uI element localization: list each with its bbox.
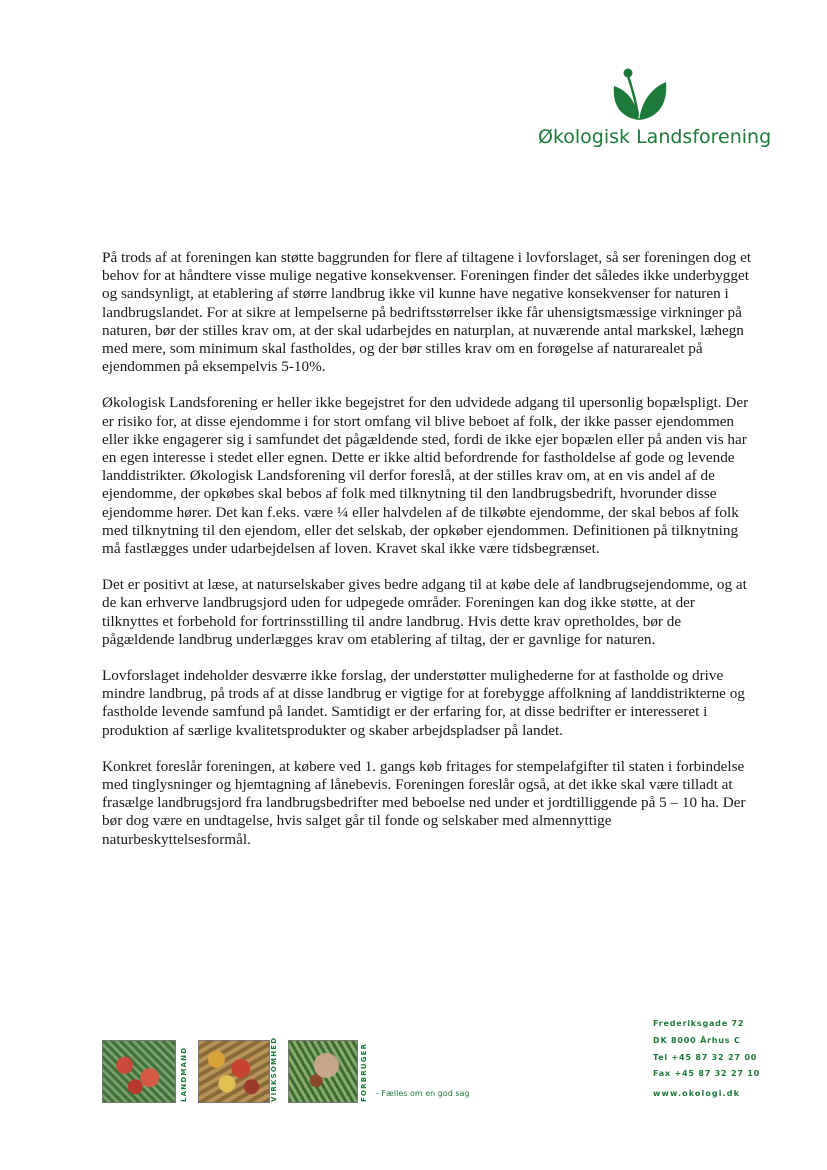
footer-label-forbruger: FORBRUGER xyxy=(360,1042,368,1102)
address-city: DK 8000 Århus C xyxy=(653,1035,741,1045)
website-link[interactable]: www.okologi.dk xyxy=(653,1089,740,1098)
footer-slogan: - Fælles om en god sag xyxy=(376,1089,470,1098)
body-paragraph: Det er positivt at læse, at naturselskaber gives bedre adgang til at købe dele af landbrugsejendomme, og at de kan erhverve landbrugsjord uden for udpegede områder. Foreningen kan dog ikke støtte, at der tilknyttes et forbehold for fortrinsstilling til andre landbrug. Hvis dette krav opretholdes, bør de pågældende landbrug underlægges krav om etablering af tiltag, der er gavnlige for naturen. xyxy=(102,576,747,648)
farmer-photo xyxy=(102,1040,176,1103)
contact-address xyxy=(653,1016,760,1083)
address-street: Frederiksgade 72 xyxy=(653,1019,745,1028)
body-paragraph: På trods af at foreningen kan støtte baggrunden for flere af tiltagene i lovforslaget, så ser foreningen dog et behov for at håndtere visse mulige negative konsekvenser. Foreningen finder det således ikke underbygget og sandsynligt, at etablering af større landbrug ikke vil kunne have negative konsekvenser for naturen i landbrugslandet. For at sikre at lempelserne på bedriftsstørrelser ikke får uhensigtsmæssige virkninger på naturen, bør der stilles krav om, at der skal udarbejdes en naturplan, at nuværende antal markskel, læhegn med mere, som minimum skal fastholdes, og der bør stilles krav om en forøgelse af naturarealet på ejendommen på eksempelvis 5-10%. xyxy=(102,249,752,376)
footer-label-virksomhed: VIRKSOMHED xyxy=(270,1036,278,1102)
body-paragraph: Lovforslaget indeholder desværre ikke forslag, der understøtter mulighederne for at fastholde og drive mindre landbrug, på trods af at disse landbrug er vigtige for at forebygge affolkning af landdistrikterne og fastholde levende samfund på landet. Samtidigt er der erfaring for, at disse bedrifter er interesseret i produktion af særlige kvalitetsprodukter og skaber arbejdspladser på landet. xyxy=(102,667,745,739)
organization-logo xyxy=(536,66,772,156)
address-phone: Tel +45 87 32 27 00 xyxy=(653,1052,758,1062)
letter-body xyxy=(102,249,752,867)
body-paragraph: Økologisk Landsforening er heller ikke begejstret for den udvidede adgang til upersonlig bopælspligt. Der er risiko for, at disse ejendomme i for stort omfang vil blive beboet af folk, der ikke passer ejendommen eller ikke engagerer sig i samfundet det pågældende sted, fordi de ikke ejer bopælen eller på anden vis har en egen interesse i stedet eller egnen. Dette er ikke altid befordrende for fastholdelse af gode og levende landdistrikter. Økologisk Landsforening vil derfor foreslå, at der stilles krav om, at en vis andel af de ejendomme, der opkøbes skal bebos af folk med tilknytning til den landbrugsbedrift, hvorunder disse ejendomme hører. Det kan f.eks. være ¼ eller halvdelen af de tilkøbte ejendomme, der skal bebos af folk med tilknytning til den ejendom, eller det selskab, der opkøber ejendommen. Definitionen på tilknytning må fastlægges under udarbejdelsen af loven. Kravet skal ikke være tidsbegrænset. xyxy=(102,394,749,558)
consumer-photo xyxy=(288,1040,358,1103)
body-paragraph: Konkret foreslår foreningen, at købere ved 1. gangs køb fritages for stempelafgifter til staten i forbindelse med tinglysninger og hjemtagning af lånebevis. Foreningen foreslår også, at det ikke skal være tilladt at frasælge landbrugsjord fra landbrugsbedrifter med beboelse ned under et jordtilliggende på 5 – 10 ha. Der bør dog være en undtagelse, hvis salget går til fonde og selskaber med almennyttige naturbeskyttelsesformål. xyxy=(102,757,746,848)
footer-photo-strip xyxy=(102,1036,402,1104)
leaf-sprout-icon xyxy=(608,66,670,122)
business-photo xyxy=(198,1040,270,1103)
footer-label-landmand: LANDMAND xyxy=(180,1046,188,1102)
address-fax: Fax +45 87 32 27 10 xyxy=(653,1069,761,1079)
organization-name: Økologisk Landsforening xyxy=(538,126,772,148)
